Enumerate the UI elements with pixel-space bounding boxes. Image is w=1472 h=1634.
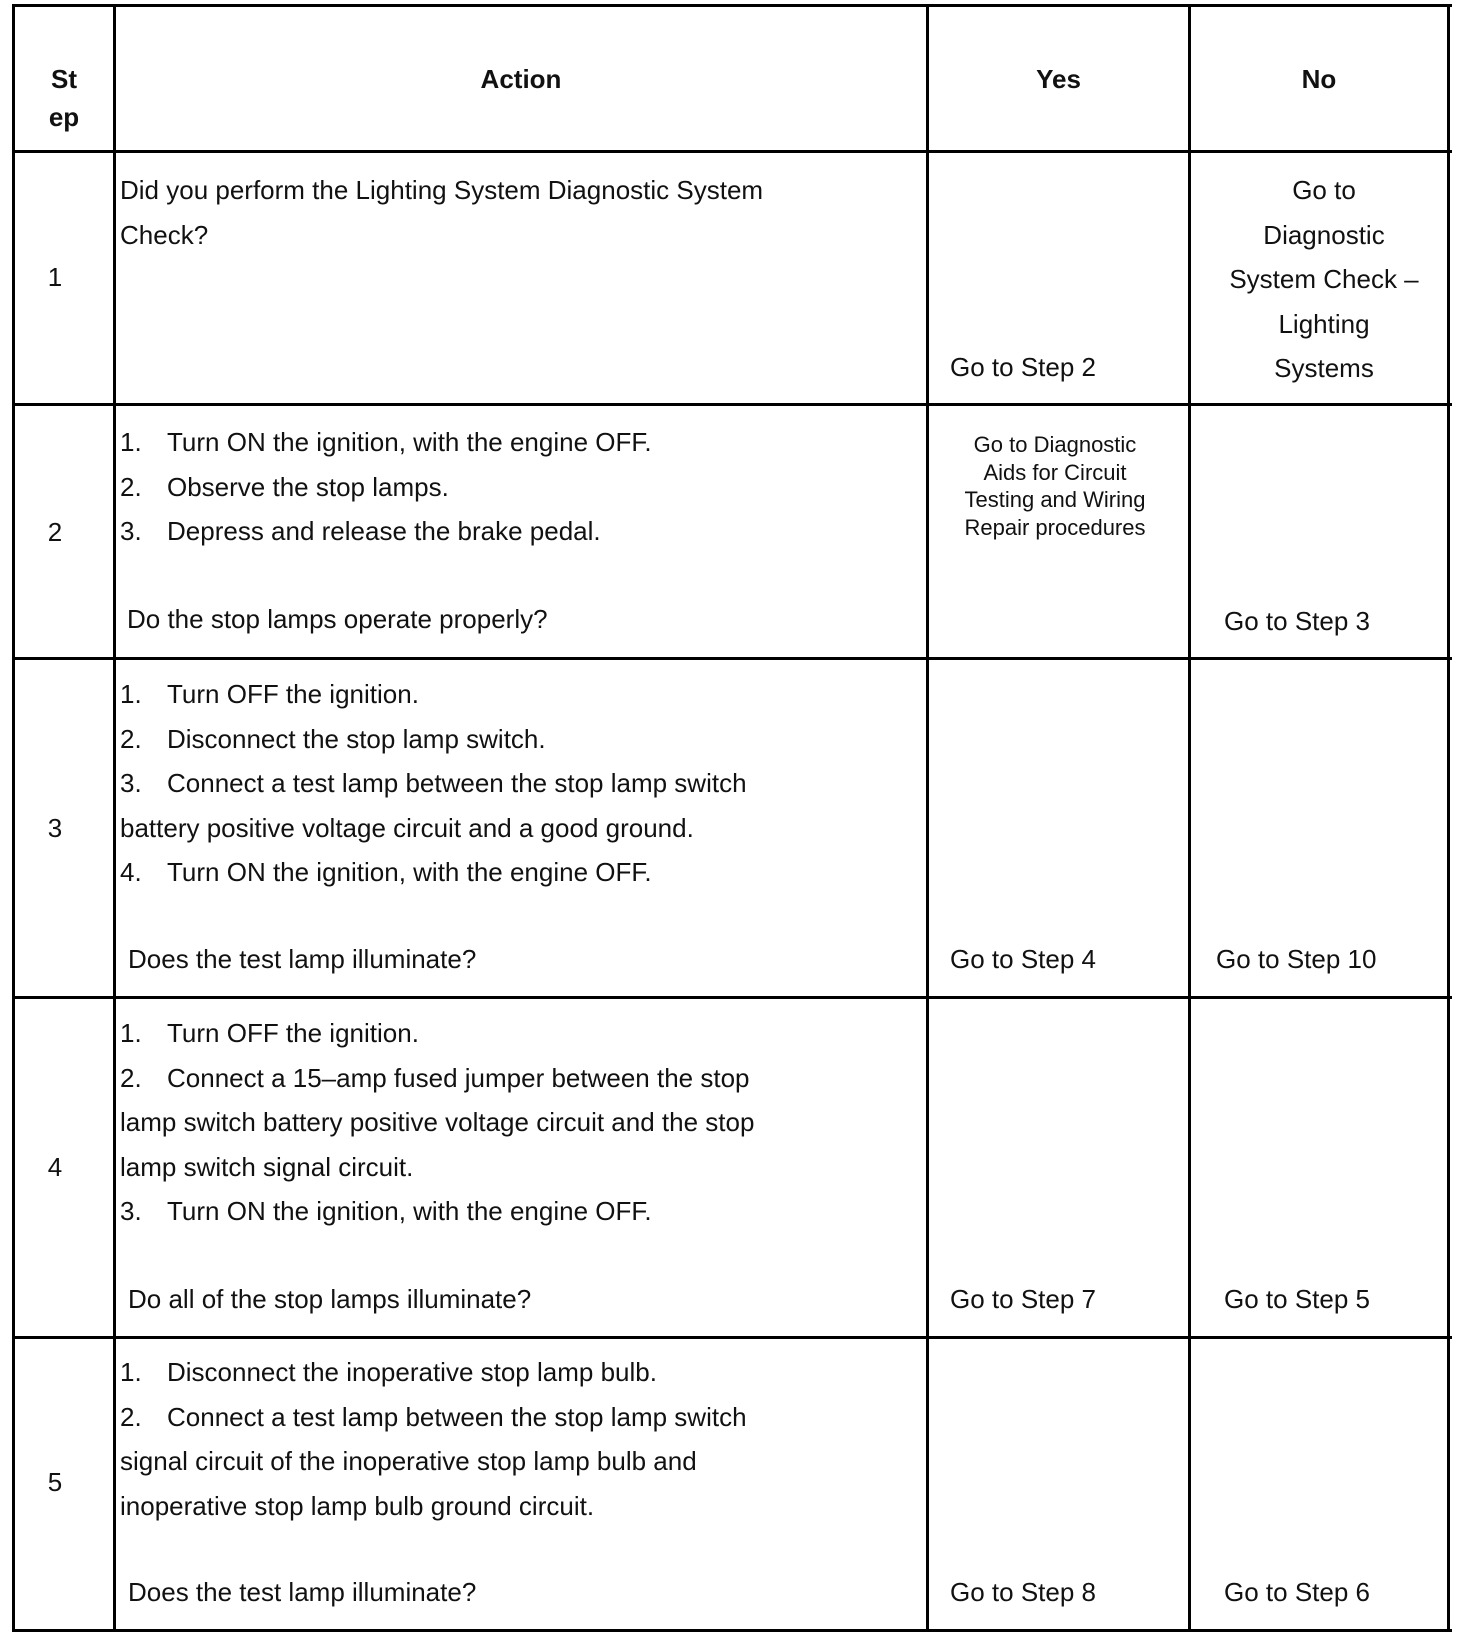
row-5-no: Go to Step 6 <box>1224 1577 1370 1607</box>
action-line: inoperative stop lamp bulb ground circuit. <box>120 1490 595 1521</box>
row-1-step: 1 <box>47 262 63 292</box>
row-3-no: Go to Step 10 <box>1216 944 1377 974</box>
row-divider-1 <box>12 403 1452 406</box>
action-line: Check? <box>120 219 209 250</box>
action-line: Did you perform the Lighting System Diagnostic System <box>120 175 764 205</box>
row-3-question: Does the test lamp illuminate? <box>128 944 477 974</box>
action-line: 2. Disconnect the stop lamp switch. <box>120 723 546 754</box>
row-1-yes: Go to Step 2 <box>950 352 1096 382</box>
table-border-bottom <box>12 1629 1452 1632</box>
action-line: 1. Disconnect the inoperative stop lamp bulb. <box>120 1357 657 1387</box>
row-5-yes: Go to Step 8 <box>950 1577 1096 1607</box>
action-line: signal circuit of the inoperative stop lamp bulb and <box>120 1446 697 1476</box>
row-4-no: Go to Step 5 <box>1224 1284 1370 1314</box>
action-line: 1. Turn ON the ignition, with the engine OFF. <box>120 427 652 457</box>
col-divider-action <box>926 4 929 1632</box>
action-line: 4. Turn ON the ignition, with the engine OFF. <box>120 857 652 887</box>
header-action: Action <box>480 64 562 94</box>
row-5-question: Does the test lamp illuminate? <box>128 1577 477 1607</box>
row-divider-2 <box>12 657 1452 660</box>
action-line: 2. Connect a test lamp between the stop lamp switch <box>120 1401 747 1432</box>
header-yes: Yes <box>1036 64 1081 94</box>
row-3-yes: Go to Step 4 <box>950 944 1096 974</box>
action-line: 2. Connect a 15–amp fused jumper between the stop <box>120 1062 750 1093</box>
row-2-step: 2 <box>47 517 63 547</box>
row-2-no: Go to Step 3 <box>1224 606 1370 636</box>
action-line: 2. Observe the stop lamps. <box>120 471 449 502</box>
action-line: lamp switch battery positive voltage circuit and the stop <box>120 1107 755 1137</box>
action-line: 3. Turn ON the ignition, with the engine OFF. <box>120 1196 652 1226</box>
action-line: 3. Depress and release the brake pedal. <box>120 516 601 546</box>
row-4-action <box>120 1011 820 1234</box>
action-line: 1. Turn OFF the ignition. <box>120 679 419 709</box>
row-divider-4 <box>12 1336 1452 1339</box>
row-2-question: Do the stop lamps operate properly? <box>127 604 548 634</box>
action-line: 1. Turn OFF the ignition. <box>120 1018 419 1048</box>
row-4-step: 4 <box>47 1152 63 1182</box>
action-line: lamp switch signal circuit. <box>120 1151 414 1182</box>
col-divider-yes <box>1188 4 1191 1632</box>
row-3-action <box>120 672 820 895</box>
row-1-no: Go to Diagnostic System Check – Lighting Systems <box>1229 175 1419 383</box>
row-4-yes: Go to Step 7 <box>950 1284 1096 1314</box>
col-divider-step <box>113 4 116 1632</box>
row-2-yes: Go to Diagnostic Aids for Circuit Testing and Wiring Repair procedures <box>964 432 1146 540</box>
row-4-question: Do all of the stop lamps illuminate? <box>128 1284 532 1314</box>
header-divider <box>12 150 1452 153</box>
action-line: 3. Connect a test lamp between the stop lamp switch <box>120 768 747 798</box>
row-5-action <box>120 1350 820 1528</box>
header-step: St ep <box>48 64 80 132</box>
row-1-action <box>120 168 820 257</box>
row-divider-3 <box>12 996 1452 999</box>
header-no: No <box>1301 64 1337 94</box>
row-5-step: 5 <box>47 1467 63 1497</box>
row-2-action <box>120 420 820 554</box>
table-border-top <box>12 4 1452 7</box>
action-line: battery positive voltage circuit and a good ground. <box>120 812 694 843</box>
row-3-step: 3 <box>47 813 63 843</box>
